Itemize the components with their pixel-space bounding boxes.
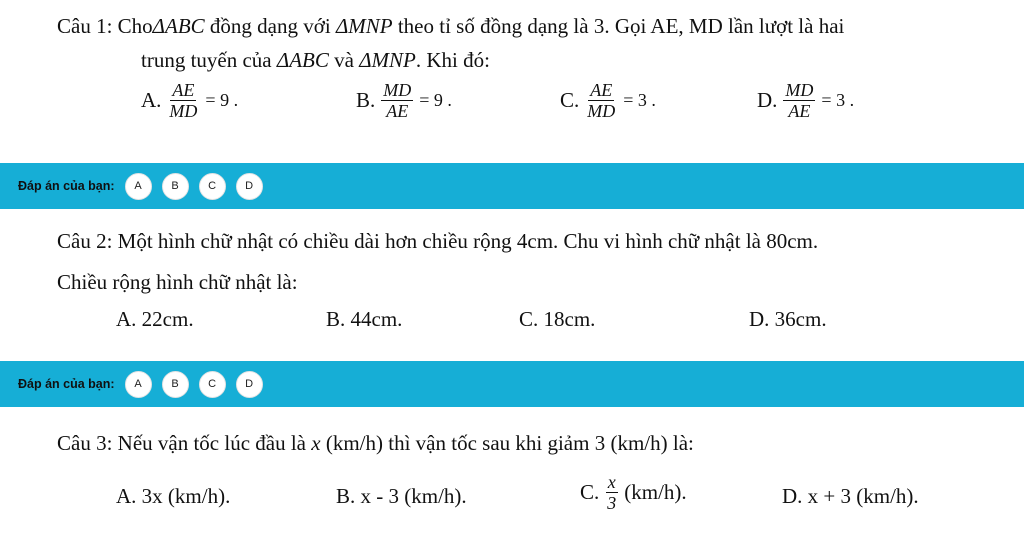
fraction — [167, 80, 199, 121]
q1-line1-suffix: theo tỉ số đồng dạng là 3. Gọi AE, MD lần lượt là hai — [397, 14, 845, 38]
q2-stem-line2: Chiều rộng hình chữ nhật là: — [57, 270, 298, 294]
answer-label: Đáp án của bạn: — [18, 179, 115, 193]
fraction — [381, 80, 413, 121]
q3-prefix: Câu 3: Nếu vận tốc lúc đầu là — [57, 431, 307, 455]
q1-line2-prefix: trung tuyến của — [141, 48, 272, 72]
numerator: AE — [590, 80, 613, 100]
q1-similar-text: đồng dạng với — [209, 14, 331, 38]
q1-option-d — [757, 80, 854, 121]
option-rhs: = 9 . — [419, 90, 452, 110]
q3-variable: x — [311, 431, 321, 455]
q3-option-c — [580, 472, 687, 513]
fraction — [783, 80, 815, 121]
q1-line2-suffix: . Khi đó: — [415, 48, 490, 72]
fraction — [605, 472, 618, 513]
q2-option-b: B. 44cm. — [326, 307, 403, 331]
option-letter: D. — [757, 88, 778, 112]
q1-option-b — [356, 80, 452, 121]
q1-line2-triangle-abc: ΔABC — [276, 48, 329, 72]
option-rhs: = 3 . — [821, 90, 855, 110]
q2-stem-line1: Câu 2: Một hình chữ nhật có chiều dài hơn chiều rộng 4cm. Chu vi hình chữ nhật là 80cm. — [57, 229, 819, 253]
denominator: MD — [169, 101, 198, 121]
q1-option-a — [141, 80, 238, 121]
answer-choice-a[interactable]: A — [125, 173, 152, 200]
q2-option-a: A. 22cm. — [116, 307, 194, 331]
q2-option-d: D. 36cm. — [749, 307, 827, 331]
q3-stem — [57, 430, 694, 456]
fraction — [585, 80, 617, 121]
answer-label: Đáp án của bạn: — [18, 377, 115, 391]
answer-choice-c[interactable]: C — [199, 371, 226, 398]
q3-option-a: A. 3x (km/h). — [116, 484, 231, 508]
q1-triangle-mnp: ΔMNP — [335, 14, 393, 38]
option-suffix: (km/h). — [624, 480, 687, 504]
option-rhs: = 9 . — [205, 90, 239, 110]
answer-band-q2 — [0, 361, 1024, 407]
numerator: x — [607, 472, 616, 492]
denominator: 3 — [607, 493, 617, 513]
q1-stem-line1 — [57, 13, 844, 39]
denominator: AE — [788, 101, 811, 121]
option-letter: C. — [560, 88, 580, 112]
option-letter: C. — [580, 480, 600, 504]
answer-choice-a[interactable]: A — [125, 371, 152, 398]
q2-option-c: C. 18cm. — [519, 307, 596, 331]
q3-option-b: B. x - 3 (km/h). — [336, 484, 467, 508]
q1-stem-line2 — [141, 47, 490, 73]
numerator: AE — [172, 80, 195, 100]
denominator: AE — [386, 101, 409, 121]
option-letter: B. — [356, 88, 376, 112]
answer-choice-c[interactable]: C — [199, 173, 226, 200]
numerator: MD — [785, 80, 814, 100]
numerator: MD — [383, 80, 412, 100]
q1-option-c — [560, 80, 656, 121]
q1-prefix: Câu 1: Cho — [57, 14, 153, 38]
option-letter: A. — [141, 88, 162, 112]
option-rhs: = 3 . — [623, 90, 656, 110]
q1-line2-triangle-mnp: ΔMNP — [359, 48, 416, 72]
q3-option-d: D. x + 3 (km/h). — [782, 484, 919, 508]
answer-choice-d[interactable]: D — [236, 173, 263, 200]
q1-line2-and: và — [334, 48, 354, 72]
q1-triangle-abc: ΔABC — [152, 14, 205, 38]
denominator: MD — [587, 101, 616, 121]
answer-band-q1 — [0, 163, 1024, 209]
answer-choice-d[interactable]: D — [236, 371, 263, 398]
answer-choice-b[interactable]: B — [162, 371, 189, 398]
q3-suffix: (km/h) thì vận tốc sau khi giảm 3 (km/h) là: — [325, 431, 694, 455]
answer-choice-b[interactable]: B — [162, 173, 189, 200]
